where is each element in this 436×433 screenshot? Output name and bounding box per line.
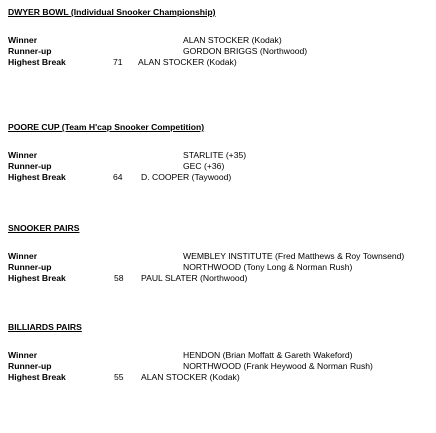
results-list	[8, 350, 432, 383]
highest-break-holder: ALAN STOCKER (Kodak)	[141, 372, 240, 382]
runner-up-label: Runner-up	[8, 361, 52, 371]
runner-up-row	[8, 361, 432, 372]
highest-break-row	[8, 172, 432, 183]
runner-up-label: Runner-up	[8, 46, 52, 56]
winner-row	[8, 251, 432, 262]
highest-break-holder: ALAN STOCKER (Kodak)	[138, 57, 237, 67]
highest-break-holder: D. COOPER (Taywood)	[141, 172, 232, 182]
winner-row	[8, 350, 432, 361]
runner-up-row	[8, 46, 432, 57]
section-title: DWYER BOWL (Individual Snooker Championship)	[8, 7, 216, 17]
runner-up-label: Runner-up	[8, 161, 52, 171]
runner-up-value: NORTHWOOD (Tony Long & Norman Rush)	[183, 262, 353, 272]
highest-break-label: Highest Break	[8, 172, 66, 182]
winner-label: Winner	[8, 150, 38, 160]
section-title: POORE CUP (Team H'cap Snooker Competition)	[8, 122, 205, 132]
winner-row	[8, 35, 432, 46]
results-list	[8, 251, 432, 284]
highest-break-row	[8, 273, 432, 284]
runner-up-row	[8, 161, 432, 172]
highest-break-label: Highest Break	[8, 372, 66, 382]
section-snooker-pairs	[8, 223, 432, 284]
winner-label: Winner	[8, 251, 38, 261]
highest-break-row	[8, 57, 432, 68]
results-list	[8, 35, 432, 68]
section-title: BILLIARDS PAIRS	[8, 322, 82, 332]
runner-up-label: Runner-up	[8, 262, 52, 272]
results-list	[8, 150, 432, 183]
highest-break-score: 71	[113, 57, 123, 67]
highest-break-score: 58	[114, 273, 124, 283]
highest-break-label: Highest Break	[8, 57, 66, 67]
section-billiards-pairs	[8, 322, 432, 383]
runner-up-value: GEC (+36)	[183, 161, 225, 171]
runner-up-value: GORDON BRIGGS (Northwood)	[183, 46, 308, 56]
runner-up-value: NORTHWOOD (Frank Heywood & Norman Rush)	[183, 361, 373, 371]
section-title: SNOOKER PAIRS	[8, 223, 80, 233]
winner-value: ALAN STOCKER (Kodak)	[183, 35, 282, 45]
highest-break-score: 55	[114, 372, 124, 382]
section-dwyer-bowl	[8, 7, 432, 68]
runner-up-row	[8, 262, 432, 273]
winner-value: STARLITE (+35)	[183, 150, 247, 160]
winner-label: Winner	[8, 350, 38, 360]
highest-break-label: Highest Break	[8, 273, 66, 283]
highest-break-holder: PAUL SLATER (Northwood)	[141, 273, 248, 283]
winner-value: HENDON (Brian Moffatt & Gareth Wakeford)	[183, 350, 353, 360]
winner-value: WEMBLEY INSTITUTE (Fred Matthews & Roy Townsend)	[183, 251, 405, 261]
highest-break-score: 64	[113, 172, 123, 182]
highest-break-row	[8, 372, 432, 383]
winner-row	[8, 150, 432, 161]
winner-label: Winner	[8, 35, 38, 45]
section-poore-cup	[8, 122, 432, 183]
